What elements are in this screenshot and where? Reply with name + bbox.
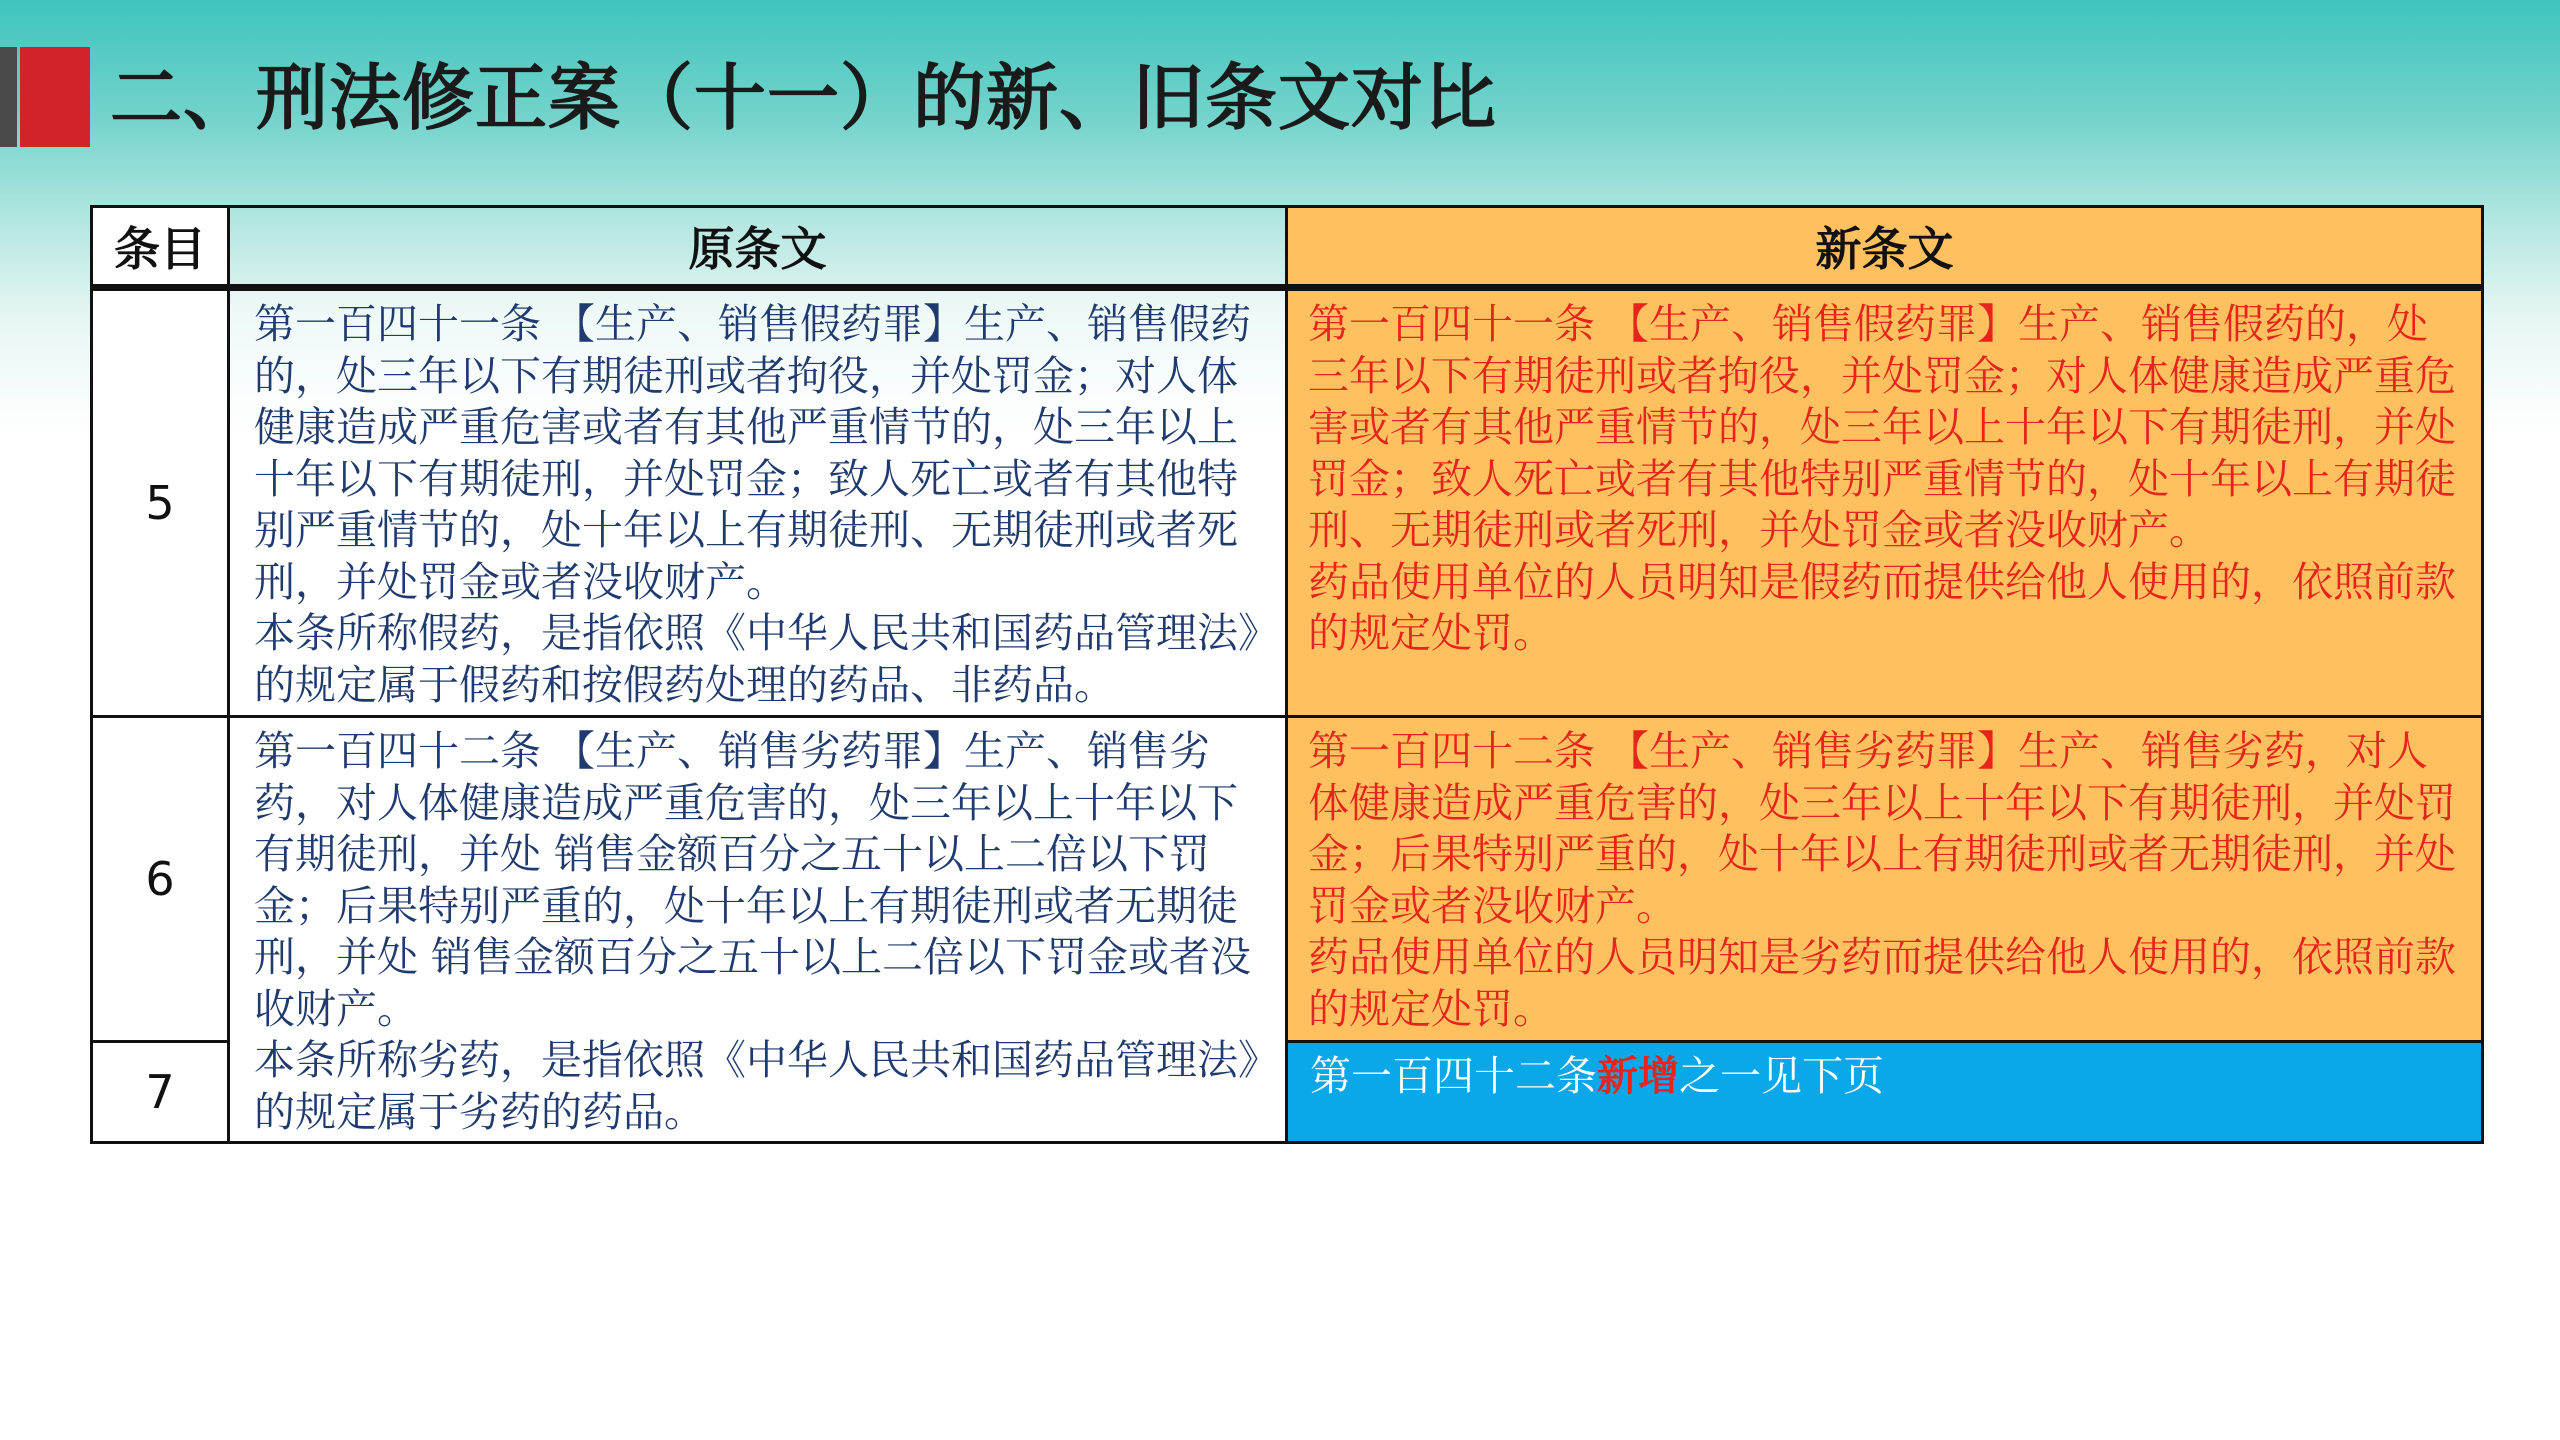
original-paragraph: 第一百四十一条 【生产、销售假药罪】生产、销售假药的，处三年以下有期徒刑或者拘役，并处罚金；对人体健康造成严重危害或者有其他严重情节的，处三年以上十年以下有期徒刑，并处罚金；致人死亡或者有其他特别严重情节的，处十年以上有期徒刑、无期徒刑或者死刑，并处罚金或者没收财产。 [254, 300, 1252, 606]
new-paragraph: 第一百四十二条 【生产、销售劣药罪】生产、销售劣药，对人体健康造成严重危害的，处三年以上十年以下有期徒刑，并处罚金；后果特别严重的，处十年以上有期徒刑或者无期徒刑，并处罚金或者没收财产。 [1308, 727, 2456, 930]
row-number: 5 [92, 288, 229, 717]
original-paragraph: 本条所称劣药，是指依照《中华人民共和国药品管理法》的规定属于劣药的药品。 [254, 1036, 1259, 1136]
new-paragraph: 第一百四十一条 【生产、销售假药罪】生产、销售假药的，处三年以下有期徒刑或者拘役，并处罚金；对人体健康造成严重危害或者有其他严重情节的，处三年以上十年以下有期徒刑，并处罚金；致人死亡或者有其他特别严重情节的，处十年以上有期徒刑、无期徒刑或者死刑，并处罚金或者没收财产。 [1308, 300, 2456, 554]
new-article-ref: 第一百四十二条 [1310, 1052, 1597, 1100]
table-header-row [92, 207, 2483, 288]
title-marker-dark [0, 47, 17, 147]
new-paragraph: 药品使用单位的人员明知是劣药而提供给他人使用的，依照前款的规定处罚。 [1308, 933, 2456, 1033]
row-number: 7 [92, 1042, 229, 1143]
new-added-highlight: 新增 [1597, 1052, 1679, 1100]
original-paragraph: 第一百四十二条 【生产、销售劣药罪】生产、销售劣药，对人体健康造成严重危害的，处三年以上十年以下有期徒刑，并处 销售金额百分之五十以上二倍以下罚金；后果特别严重的，处十年以上有期徒刑或者无期徒刑，并处 销售金额百分之五十以上二倍以下罚金或者没收财产。 [254, 727, 1252, 1033]
slide-title: 二、刑法修正案（十一）的新、旧条文对比 [110, 56, 1498, 140]
original-paragraph: 本条所称假药，是指依照《中华人民共和国药品管理法》的规定属于假药和按假药处理的药品、非药品。 [254, 609, 1259, 709]
comparison-table [90, 205, 2484, 1144]
new-text-cell [1287, 1042, 2483, 1143]
see-next-page-text: 之一见下页 [1679, 1052, 1884, 1100]
new-paragraph: 药品使用单位的人员明知是假药而提供给他人使用的，依照前款的规定处罚。 [1308, 557, 2456, 657]
table-row [92, 717, 2483, 1042]
header-item: 条目 [92, 207, 229, 288]
header-original: 原条文 [229, 207, 1287, 288]
new-text-cell [1287, 288, 2483, 717]
original-text-cell [229, 717, 1287, 1143]
title-marker-red [20, 47, 90, 147]
table-row [92, 288, 2483, 717]
original-text-cell [229, 288, 1287, 717]
row-number: 6 [92, 717, 229, 1042]
header-new: 新条文 [1287, 207, 2483, 288]
new-text-cell [1287, 717, 2483, 1042]
